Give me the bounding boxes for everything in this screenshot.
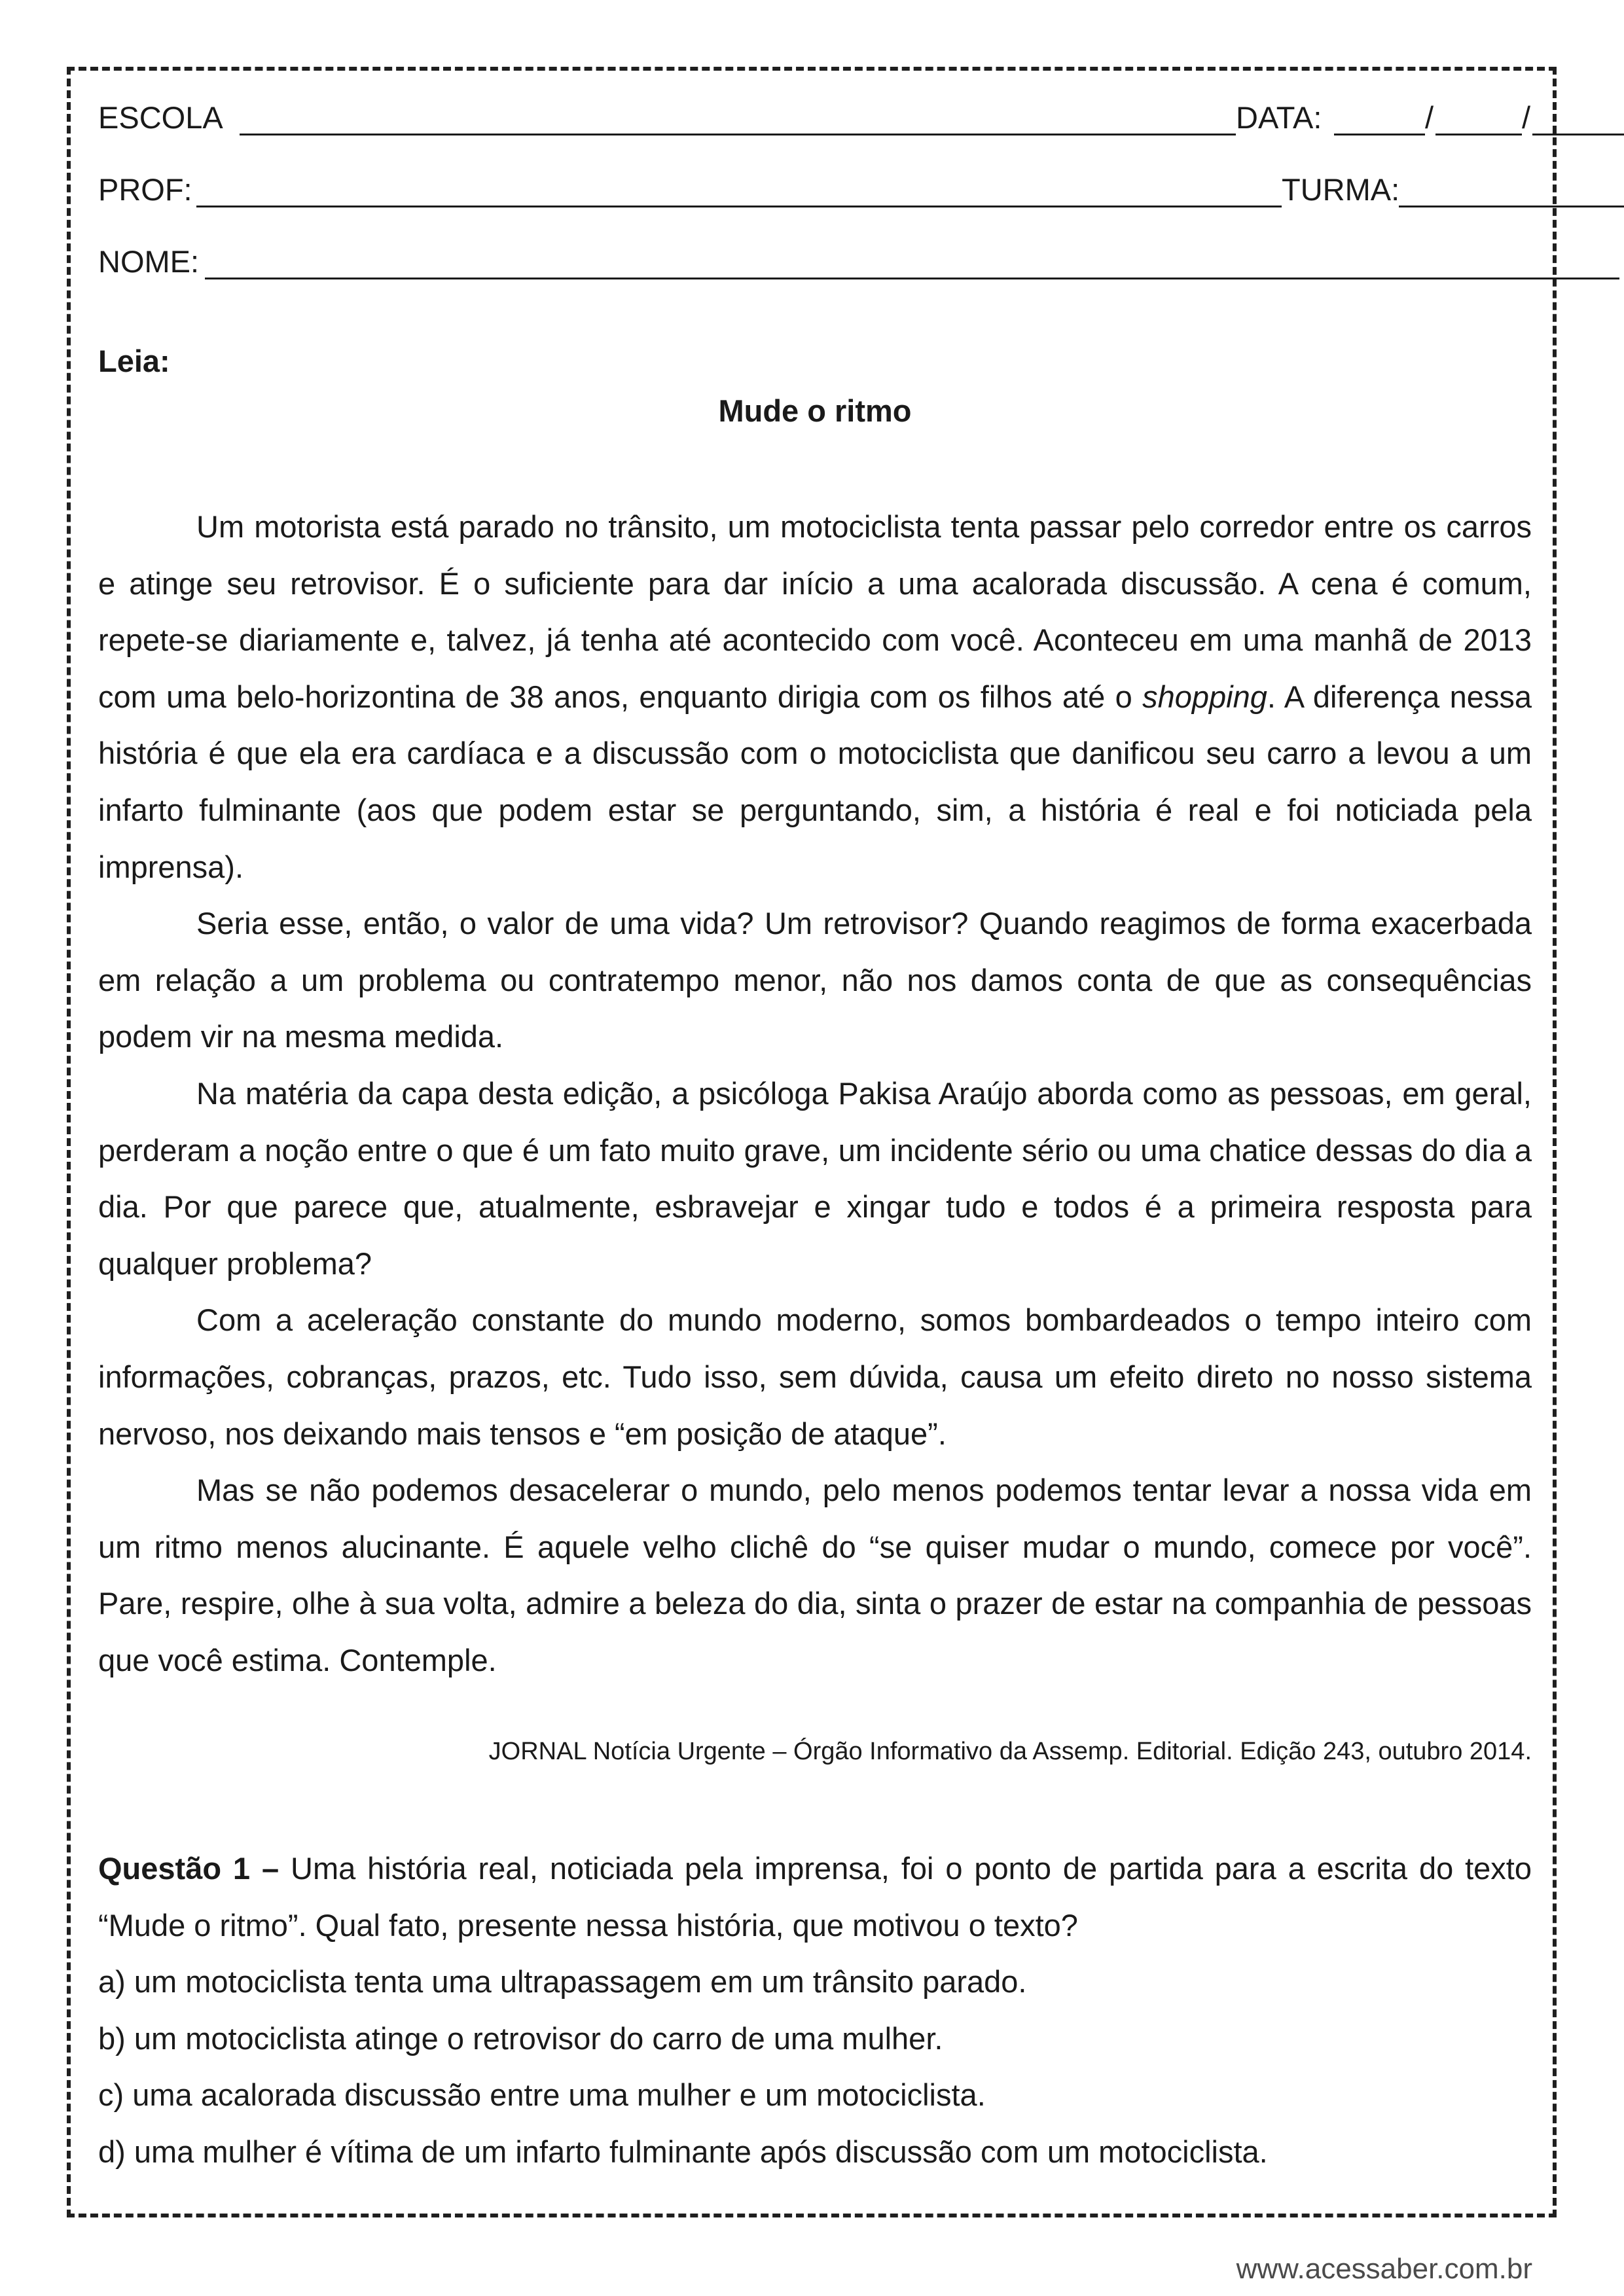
- nome-field[interactable]: [205, 278, 1619, 279]
- date-day-field[interactable]: [1334, 134, 1425, 135]
- paragraph-5: Mas se não podemos desacelerar o mundo, pelo menos podemos tentar levar a nossa vida em um ritmo menos alucinante. É aquele velho clichê do “se quiser mudar o mundo, comece por você”. Pare, respire, olhe à sua volta, admire a beleza do dia, sinta o prazer de estar na companhia de pessoas que você estima. Contemple.: [98, 1473, 1532, 1677]
- italic-word: shopping: [1142, 679, 1267, 714]
- prof-row: [98, 171, 1532, 211]
- turma-label: TURMA:: [1282, 172, 1400, 207]
- option-b[interactable]: b) um motociclista atinge o retrovisor do carro de uma mulher.: [98, 2020, 943, 2056]
- date-separator: /: [1522, 100, 1531, 135]
- date-month-field[interactable]: [1435, 134, 1522, 135]
- nome-label: NOME:: [98, 244, 200, 279]
- paragraph-2: Seria esse, então, o valor de uma vida? Um retrovisor? Quando reagimos de forma exacerbada em relação a um problema ou contratempo menor, não nos damos conta de que as consequências podem vir na mesma medida.: [98, 906, 1532, 1054]
- date-separator: /: [1425, 100, 1434, 135]
- question-1: [98, 1840, 1532, 1954]
- turma-field[interactable]: [1399, 206, 1624, 207]
- paragraph-3: Na matéria da capa desta edição, a psicóloga Pakisa Araújo aborda como as pessoas, em geral, perderam a noção entre o que é um fato muito grave, um incidente sério ou uma chatice dessas do dia a dia. Por que parece que, atualmente, esbravejar e xingar tudo e todos é a primeira resposta para qualquer problema?: [98, 1075, 1532, 1281]
- option-a[interactable]: a) um motociclista tenta uma ultrapassagem em um trânsito parado.: [98, 1964, 1027, 1999]
- paragraph-4: Com a aceleração constante do mundo moderno, somos bombardeados o tempo inteiro com informações, cobranças, prazos, etc. Tudo isso, sem dúvida, causa um efeito direto no nosso sistema nervoso, nos deixando mais tensos e “em posição de ataque”.: [98, 1302, 1532, 1451]
- escola-row: [98, 99, 1532, 139]
- question-1-label: Questão 1 –: [98, 1851, 280, 1886]
- reading-text: [98, 499, 1532, 1689]
- paragraph-1: Um motorista está parado no trânsito, um motociclista tenta passar pelo corredor entre os carros e atinge seu retrovisor. É o suficiente para dar início a uma acalorada discussão. A cena é comum, repete-se diariamente e, talvez, já tenha até acontecido com você. Aconteceu em uma manhã de 2013 com uma belo-horizontina de 38 anos, enquanto dirigia com os filhos até o shopping. A diferença nessa história é que ela era cardíaca e a discussão com o motociclista que danificou seu carro a levou a um infarto fulminante (aos que podem estar se perguntando, sim, a história é real e foi noticiada pela imprensa).: [98, 509, 1532, 884]
- website-footer: www.acessaber.com.br: [1236, 2253, 1532, 2285]
- date-year-field[interactable]: [1532, 134, 1624, 135]
- option-d[interactable]: d) uma mulher é vítima de um infarto fulminante após discussão com um motociclista.: [98, 2134, 1268, 2169]
- escola-label: ESCOLA: [98, 100, 223, 135]
- question-1-options: [98, 1954, 1532, 2180]
- prof-field[interactable]: [196, 206, 1282, 207]
- text-source: JORNAL Notícia Urgente – Órgão Informativo da Assemp. Editorial. Edição 243, outubro 2014.: [488, 1738, 1532, 1765]
- prof-label: PROF:: [98, 172, 192, 207]
- leia-instruction: Leia:: [98, 344, 170, 378]
- question-1-prompt: Uma história real, noticiada pela imprensa, foi o ponto de partida para a escrita do texto “Mude o ritmo”. Qual fato, presente nessa história, que motivou o texto?: [98, 1851, 1532, 1943]
- nome-row: [98, 243, 1532, 283]
- data-label: DATA:: [1236, 100, 1322, 135]
- option-c[interactable]: c) uma acalorada discussão entre uma mulher e um motociclista.: [98, 2077, 986, 2113]
- escola-field[interactable]: [240, 134, 1236, 135]
- text-title: Mude o ritmo: [718, 393, 912, 428]
